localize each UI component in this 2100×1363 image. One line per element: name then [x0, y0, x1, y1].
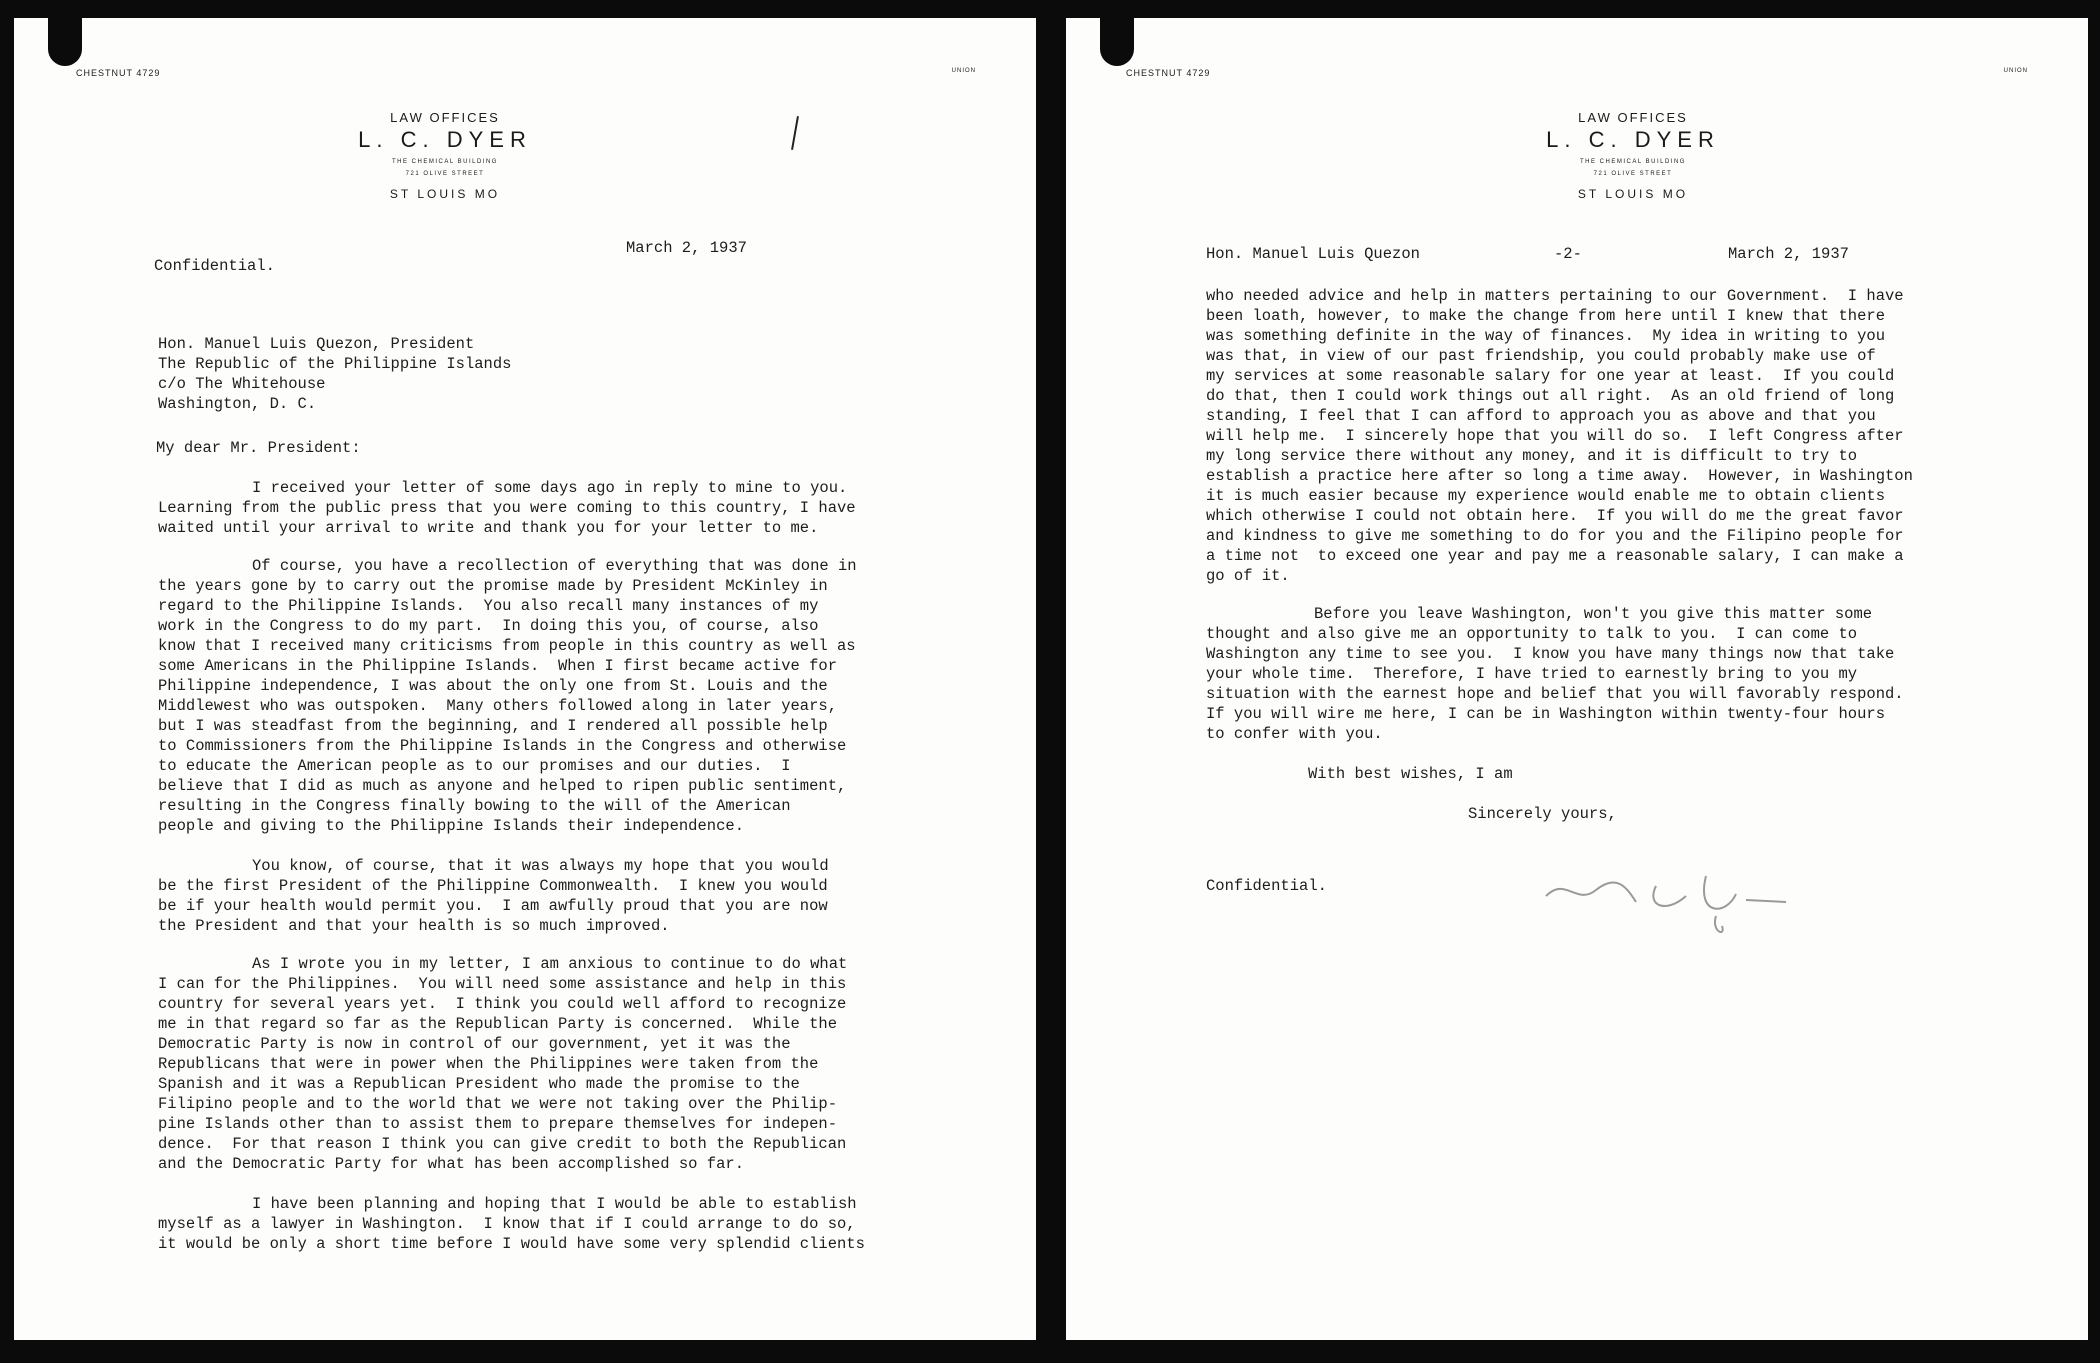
paragraph-3 [158, 856, 829, 936]
text-line: people and giving to the Philippine Islands their independence. [158, 817, 744, 835]
text-line: Before you leave Washington, won't you give this matter some [1314, 605, 1873, 623]
signature [1536, 856, 1796, 946]
text-line: pine Islands other than to assist them to prepare themselves for indepen- [158, 1115, 838, 1133]
letter-page-2 [1066, 18, 2088, 1340]
text-line: resulting in the Congress finally bowing to the will of the American [158, 797, 791, 815]
text-line: Republicans that were in power when the Philippines were taken from the [158, 1055, 819, 1073]
letterhead-name: L. C. DYER [358, 127, 532, 152]
text-line: As I wrote you in my letter, I am anxious to continue to do what [252, 955, 848, 973]
text-line: waited until your arrival to write and thank you for your letter to me. [158, 519, 819, 537]
text-line: regard to the Philippine Islands. You also recall many instances of my [158, 597, 819, 615]
paragraph-2 [158, 556, 857, 836]
text-line: it would be only a short time before I would have some very splendid clients [158, 1235, 865, 1253]
text-line: Spanish and it was a Republican President who made the promise to the [158, 1075, 800, 1093]
address-line: The Republic of the Philippine Islands [158, 355, 512, 373]
text-line: I received your letter of some days ago in reply to mine to you. [252, 479, 848, 497]
text-line: and the Democratic Party for what has been accomplished so far. [158, 1155, 744, 1173]
paragraph-request [1206, 604, 1904, 744]
letterhead [14, 110, 956, 201]
text-line: my long service there without any money, and it is difficult to try to [1206, 447, 1858, 465]
text-line: go of it. [1206, 567, 1290, 585]
letterhead-street: 721 OLIVE STREET [405, 171, 485, 177]
text-line: dence. For that reason I think you can give credit to both the Republican [158, 1135, 847, 1153]
letterhead-name: L. C. DYER [1546, 127, 1720, 152]
letterhead [1122, 110, 2088, 201]
text-line: myself as a lawyer in Washington. I know that if I could arrange to do so, [158, 1215, 856, 1233]
text-line: which otherwise I could not obtain here. If you will do me the great favor [1206, 507, 1904, 525]
union-mark: UNION [2003, 68, 2028, 74]
text-line: Philippine independence, I was about the only one from St. Louis and the [158, 677, 828, 695]
text-line: to educate the American people as to our promises and our duties. I [158, 757, 791, 775]
letterhead-office: LAW OFFICES [1578, 110, 1688, 125]
closing-line: With best wishes, I am [1308, 765, 1513, 783]
address-line: c/o The Whitehouse [158, 375, 326, 393]
text-line: will help me. I sincerely hope that you will do so. I left Congress after [1206, 427, 1904, 445]
text-line: I can for the Philippines. You will need some assistance and help in this [158, 975, 847, 993]
text-line: was that, in view of our past friendship, you could probably make use of [1206, 347, 1876, 365]
text-line: work in the Congress to do my part. In doing this you, of course, also [158, 617, 819, 635]
text-line: Middlewest who was outspoken. Many others followed along in later years, [158, 697, 838, 715]
address-line: Washington, D. C. [158, 395, 317, 413]
paragraph-continuation [1206, 286, 1913, 586]
recipient-address [158, 334, 511, 414]
text-line: my services at some reasonable salary for one year at least. If you could [1206, 367, 1895, 385]
paragraph-4 [158, 954, 847, 1174]
paragraph-1 [158, 478, 856, 538]
letterhead-phone: CHESTNUT 4729 [76, 68, 161, 78]
text-line: the President and that your health is so much improved. [158, 917, 670, 935]
text-line: situation with the earnest hope and belief that you will favorably respond. [1206, 685, 1904, 703]
page-number: -2- [1554, 245, 1582, 263]
letterhead-city: ST LOUIS MO [1577, 187, 1689, 201]
letter-page-1 [14, 18, 1036, 1340]
address-line: Hon. Manuel Luis Quezon, President [158, 335, 475, 353]
text-line: and kindness to give me something to do for you and the Filipino people for [1206, 527, 1904, 545]
text-line: to Commissioners from the Philippine Islands in the Congress and otherwise [158, 737, 847, 755]
confidential-label: Confidential. [154, 257, 275, 275]
salutation: My dear Mr. President: [156, 439, 361, 457]
text-line: Democratic Party is now in control of our government, yet it was the [158, 1035, 791, 1053]
text-line: me in that regard so far as the Republican Party is concerned. While the [158, 1015, 838, 1033]
text-line: Of course, you have a recollection of everything that was done in [252, 557, 857, 575]
letterhead-office: LAW OFFICES [390, 110, 500, 125]
paragraph-5 [158, 1194, 865, 1254]
text-line: to confer with you. [1206, 725, 1383, 743]
page-header-recipient: Hon. Manuel Luis Quezon [1206, 245, 1420, 263]
text-line: a time not to exceed one year and pay me a reasonable salary, I can make a [1206, 547, 1904, 565]
letterhead-building: THE CHEMICAL BUILDING [1580, 159, 1686, 165]
text-line: do that, then I could work things out all right. As an old friend of long [1206, 387, 1895, 405]
page-header-date: March 2, 1937 [1728, 245, 1849, 263]
text-line: your whole time. Therefore, I have tried to earnestly bring to you my [1206, 665, 1858, 683]
letter-date: March 2, 1937 [626, 239, 747, 257]
text-line: standing, I feel that I can afford to approach you as above and that you [1206, 407, 1876, 425]
punch-hole [48, 18, 82, 66]
letterhead-building: THE CHEMICAL BUILDING [392, 159, 498, 165]
text-line: thought and also give me an opportunity to talk to you. I can come to [1206, 625, 1858, 643]
text-line: believe that I did as much as anyone and helped to ripen public sentiment, [158, 777, 847, 795]
letterhead-street: 721 OLIVE STREET [1593, 171, 1673, 177]
text-line: Filipino people and to the world that we were not taking over the Philip- [158, 1095, 838, 1113]
text-line: it is much easier because my experience would enable me to obtain clients [1206, 487, 1886, 505]
text-line: If you will wire me here, I can be in Washington within twenty-four hours [1206, 705, 1886, 723]
text-line: You know, of course, that it was always my hope that you would [252, 857, 829, 875]
text-line: been loath, however, to make the change from here until I knew that there [1206, 307, 1886, 325]
text-line: was something definite in the way of finances. My idea in writing to you [1206, 327, 1886, 345]
punch-hole [1100, 18, 1134, 66]
sign-off: Sincerely yours, [1468, 805, 1617, 823]
letterhead-city: ST LOUIS MO [389, 187, 501, 201]
text-line: be the first President of the Philippine Commonwealth. I knew you would [158, 877, 828, 895]
text-line: know that I received many criticisms from people in this country as well as [158, 637, 856, 655]
text-line: but I was steadfast from the beginning, and I rendered all possible help [158, 717, 828, 735]
signature-stroke [1546, 876, 1786, 932]
union-mark: UNION [951, 68, 976, 74]
text-line: establish a practice here after so long a time away. However, in Washington [1206, 467, 1913, 485]
text-line: who needed advice and help in matters pertaining to our Government. I have [1206, 287, 1904, 305]
text-line: some Americans in the Philippine Islands. When I first became active for [158, 657, 838, 675]
text-line: Learning from the public press that you were coming to this country, I have [158, 499, 856, 517]
text-line: the years gone by to carry out the promise made by President McKinley in [158, 577, 828, 595]
text-line: Washington any time to see you. I know you have many things now that take [1206, 645, 1895, 663]
text-line: be if your health would permit you. I am awfully proud that you are now [158, 897, 828, 915]
confidential-label: Confidential. [1206, 877, 1327, 895]
text-line: country for several years yet. I think you could well afford to recognize [158, 995, 847, 1013]
letterhead-phone: CHESTNUT 4729 [1126, 68, 1211, 78]
text-line: I have been planning and hoping that I would be able to establish [252, 1195, 857, 1213]
